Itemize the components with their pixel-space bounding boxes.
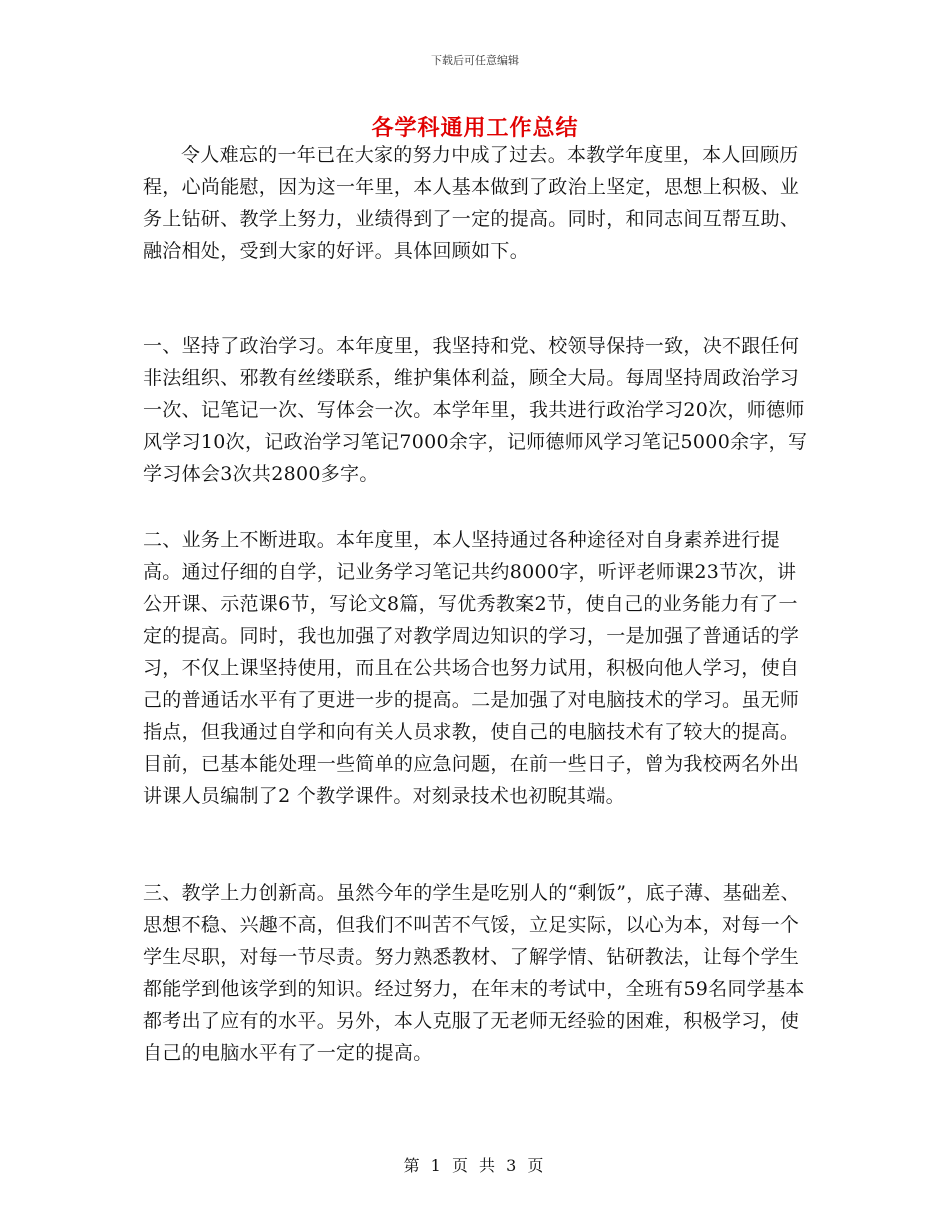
page-indicator: 第 1 页 共 3 页 — [403, 1156, 547, 1175]
document-title: 各学科通用工作总结 — [371, 115, 579, 141]
intro-paragraph: 令人难忘的一年已在大家的努力中成了过去。本教学年度里，本人回顾历程，心尚能慰，因为这一年里，本人基本做到了政治上坚定，思想上积极、业务上钻研、教学上努力，业绩得到了一定的提高。同时，和同志间互帮互助、融洽相处，受到大家的好评。具体回顾如下。 — [143, 144, 800, 262]
section-paragraph-2: 二、业务上不断进取。本年度里，本人坚持通过各种途径对自身素养进行提高。通过仔细的自学，记业务学习笔记共约8000字，听评老师课23节次，讲公开课、示范课6节，写论文8篇，写优秀教案2节，使自己的业务能力有了一定的提高。同时，我也加强了对教学周边知识的学习，一是加强了普通话的学习，不仅上课坚持使用，而且在公共场合也努力试用，积极向他人学习，使自己的普通话水平有了更进一步的提高。二是加强了对电脑技术的学习。虽无师指点，但我通过自学和向有关人员求教，使自己的电脑技术有了较大的提高。目前，已基本能处理一些简单的应急问题，在前一些日子，曾为我校两名外出讲课人员编制了2 个教学课件。对刻录技术也初睨其端。 — [143, 529, 800, 807]
section-paragraph-3: 三、教学上力创新高。虽然今年的学生是吃别人的“剩饭”，底子薄、基础差、思想不稳、兴趣不高，但我们不叫苦不气馁，立足实际，以心为本，对每一个学生尽职，对每一节尽责。努力熟悉教材、了解学情、钻研教法，让每个学生都能学到他该学到的知识。经过努力，在年末的考试中，全班有59名同学基本都考出了应有的水平。另外，本人克服了无老师无经验的困难，积极学习，使自己的电脑水平有了一定的提高。 — [143, 882, 805, 1064]
header-note: 下载后可任意编辑 — [431, 54, 519, 67]
section-paragraph-1: 一、坚持了政治学习。本年度里，我坚持和党、校领导保持一致，决不跟任何非法组织、邪教有丝缕联系，维护集体利益，顾全大局。每周坚持周政治学习一次、记笔记一次、写体会一次。本学年里，我共进行政治学习20次，师德师风学习10次，记政治学习笔记7000余字，记师德师风学习笔记5000余字，写学习体会3次共2800多字。 — [143, 335, 808, 485]
